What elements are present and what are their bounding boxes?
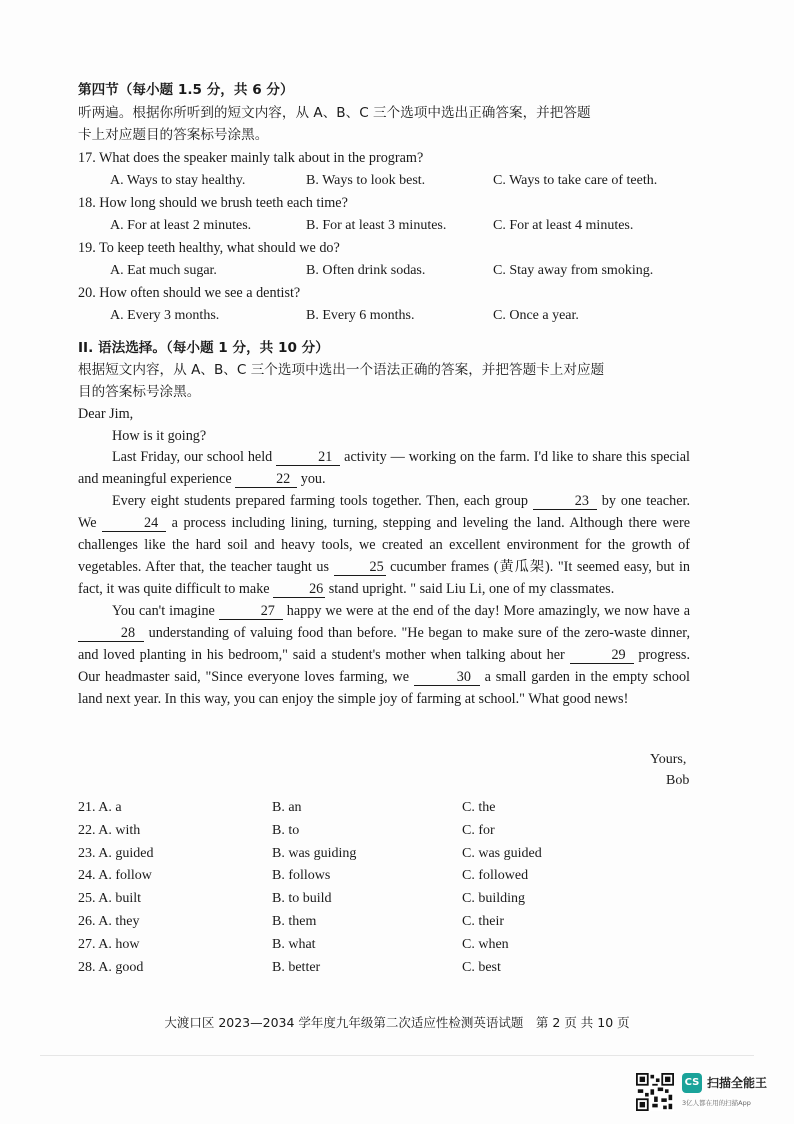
q17-option-b: B. Ways to look best. (306, 173, 426, 188)
text-run: You can't imagine (112, 603, 219, 619)
text-run: a small garden in the empty school land next year. In this way, you can enjoy the simple joy of farming at school." What good news! (78, 669, 690, 707)
blank-26: 26 (273, 581, 325, 598)
option-row-26-c: C. their (462, 914, 504, 929)
q20-option-b: B. Every 6 months. (306, 308, 415, 323)
option-row-26-b: B. them (272, 914, 317, 929)
q17-option-c: C. Ways to take care of teeth. (493, 173, 658, 188)
letter-opening: How is it going? (112, 428, 207, 444)
q19-option-b: B. Often drink sodas. (306, 263, 426, 278)
section2-instruction-line2: 目的答案标号涂黑。 (78, 384, 201, 400)
section4-instruction-line1: 听两遍。根据你所听到的短文内容，从 A、B、C 三个选项中选出正确答案，并把答题 (78, 105, 591, 121)
camscanner-logo-icon: CS (682, 1073, 702, 1093)
option-row-25-a: 25. A. built (78, 891, 142, 906)
q17-option-a: A. Ways to stay healthy. (110, 173, 246, 188)
divider (40, 1055, 754, 1056)
question-20: 20. How often should we see a dentist? (78, 285, 301, 301)
letter-greeting: Dear Jim, (78, 406, 134, 422)
option-row-27-a: 27. A. how (78, 937, 140, 952)
letter-paragraph-3 (78, 600, 690, 710)
text-run: by one teacher. We (78, 493, 690, 531)
question-18: 18. How long should we brush teeth each time? (78, 195, 348, 211)
text-run: cucumber frames (黄瓜架). "It seemed easy, but in fact, it was quite difficult to make (78, 559, 690, 597)
letter-closing: Yours, (650, 752, 687, 767)
letter-body (78, 446, 690, 710)
section4-heading: 第四节（每小题 1.5 分，共 6 分） (78, 82, 294, 98)
blank-28: 28 (78, 625, 144, 642)
option-row-22-b: B. to (272, 823, 300, 838)
q19-option-a: A. Eat much sugar. (110, 263, 217, 278)
q20-option-a: A. Every 3 months. (110, 308, 220, 323)
option-row-26-a: 26. A. they (78, 914, 140, 929)
option-row-22-a: 22. A. with (78, 823, 141, 838)
option-row-23-c: C. was guided (462, 846, 542, 861)
option-row-25-b: B. to build (272, 891, 332, 906)
blank-23: 23 (533, 493, 597, 510)
option-row-25-c: C. building (462, 891, 526, 906)
option-row-28-b: B. better (272, 960, 321, 975)
scanner-tagline: 3亿人都在用的扫描App (682, 1099, 751, 1107)
option-row-23-a: 23. A. guided (78, 846, 154, 861)
blank-21: 21 (276, 449, 340, 466)
option-row-21-b: B. an (272, 800, 302, 815)
q20-option-c: C. Once a year. (493, 308, 579, 323)
text-run: Every eight students prepared farming tools together. Then, each group (112, 493, 533, 509)
qr-code-icon (636, 1073, 674, 1111)
option-row-21-c: C. the (462, 800, 496, 815)
blank-30: 30 (414, 669, 480, 686)
text-run: activity — working on the farm. I'd like to share this special and meaningful experience (78, 449, 690, 487)
section2-heading: II. 语法选择。（每小题 1 分，共 10 分） (78, 340, 329, 356)
question-19: 19. To keep teeth healthy, what should we do? (78, 240, 340, 256)
option-row-27-b: B. what (272, 937, 316, 952)
text-run: a process including lining, turning, stepping and leveling the land. Although there were challenges like the hard soil and heavy tools, we created an excellent environment for the growth of vegetables. After that, the teacher taught us (78, 515, 690, 575)
text-run: you. (297, 471, 326, 487)
blank-27: 27 (219, 603, 283, 620)
letter-signature: Bob (666, 773, 690, 788)
option-row-28-a: 28. A. good (78, 960, 144, 975)
option-row-21-a: 21. A. a (78, 800, 122, 815)
text-run: progress. Our headmaster said, "Since everyone loves farming, we (78, 647, 690, 685)
question-17: 17. What does the speaker mainly talk about in the program? (78, 150, 424, 166)
option-row-24-b: B. follows (272, 868, 331, 883)
section4-instruction-line2: 卡上对应题目的答案标号涂黑。 (78, 127, 269, 143)
text-run: understanding of valuing food than before. "He began to make sure of the zero-waste dinner, and loved planting in his bedroom," said a student's mother when talking about her (78, 625, 690, 663)
blank-22: 22 (235, 471, 297, 488)
page-footer: 大渡口区 2023—2034 学年度九年级第二次适应性检测英语试题 第 2 页 共 10 页 (164, 1015, 630, 1030)
blank-24: 24 (102, 515, 166, 532)
text-run: happy we were at the end of the day! More amazingly, we now have a (282, 603, 690, 619)
blank-29: 29 (570, 647, 634, 664)
blank-25: 25 (334, 559, 386, 576)
text-run: stand upright. " said Liu Li, one of my classmates. (325, 581, 615, 597)
option-row-24-c: C. followed (462, 868, 529, 883)
text-run: Last Friday, our school held (112, 449, 277, 465)
letter-paragraph-1 (78, 446, 690, 490)
section2-instruction-line1: 根据短文内容，从 A、B、C 三个选项中选出一个语法正确的答案，并把答题卡上对应题 (78, 362, 605, 378)
letter-paragraph-2 (78, 490, 690, 600)
q18-option-a: A. For at least 2 minutes. (110, 218, 252, 233)
option-row-22-c: C. for (462, 823, 495, 838)
q18-option-c: C. For at least 4 minutes. (493, 218, 634, 233)
q18-option-b: B. For at least 3 minutes. (306, 218, 447, 233)
option-row-28-c: C. best (462, 960, 501, 975)
q19-option-c: C. Stay away from smoking. (493, 263, 654, 278)
option-row-23-b: B. was guiding (272, 846, 357, 861)
scanner-app-name: 扫描全能王 (707, 1076, 768, 1090)
option-row-27-c: C. when (462, 937, 509, 952)
option-row-24-a: 24. A. follow (78, 868, 152, 883)
